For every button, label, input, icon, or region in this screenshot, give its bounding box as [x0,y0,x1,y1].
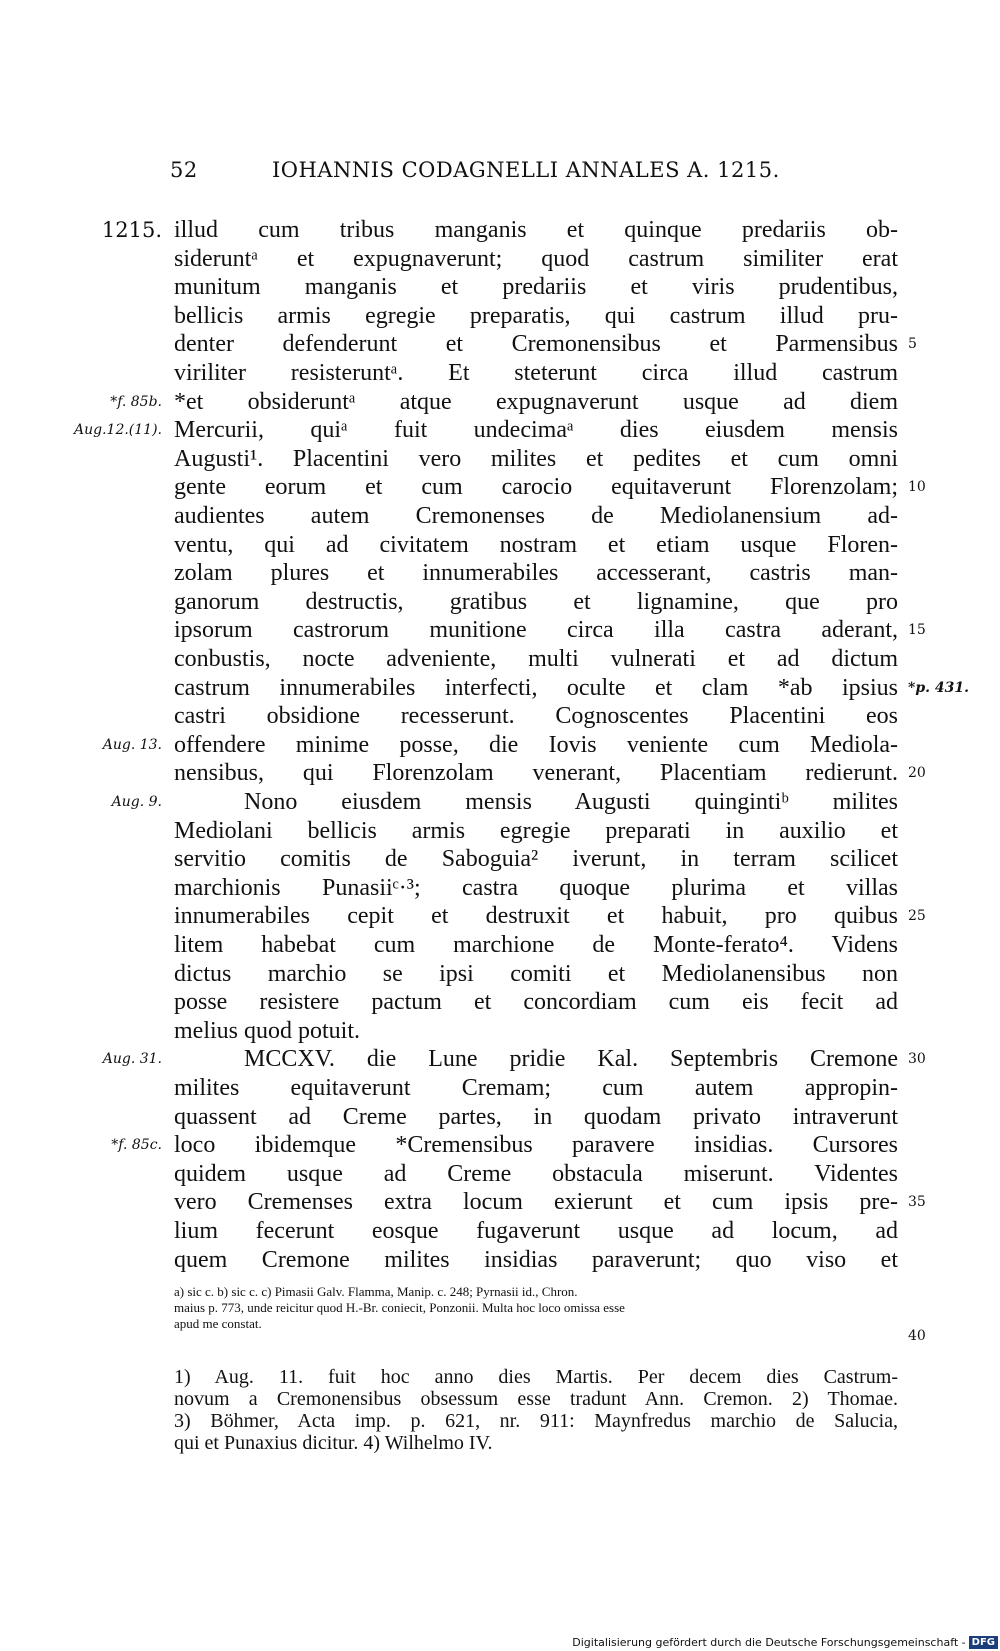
line-number: 40 [908,1328,926,1344]
text-line: innumerabiles cepit et destruxit et habuit, pro quibus [174,903,898,929]
margin-note: Aug. 31. [102,1051,162,1067]
apparatus-line: a) sic c. b) sic c. c) Pimasii Galv. Flamma, Manip. c. 248; Pyrnasii id., Chron. [174,1284,578,1299]
margin-note: *f. 85c. [111,1137,162,1153]
text-line: sideruntᵃ et expugnaverunt; quod castrum similiter erat [174,246,898,272]
margin-note: 1215. [101,218,162,242]
text-line: zolam plures et innumerabiles accesserant, castris man- [174,560,898,586]
text-line: dictus marchio se ipsi comiti et Mediolanensibus non [174,961,898,987]
footnotes [174,1366,898,1454]
text-line: melius quod potuit. [174,1018,360,1044]
line-number: 5 [908,336,917,352]
text-line: loco ibidemque *Cremensibus paravere insidias. Cursores [174,1132,898,1158]
text-line: conbustis, nocte adveniente, multi vulnerati et ad dictum [174,646,898,672]
text-line: lium fecerunt eosque fugaverunt usque ad locum, ad [174,1218,898,1244]
digitization-credit [572,1636,998,1649]
text-line: quassent ad Creme partes, in quodam privato intraverunt [174,1104,898,1130]
line-number: 35 [908,1194,926,1210]
margin-note: Aug. 13. [102,737,162,753]
text-line: viriliter resisteruntᵃ. Et steterunt circa illud castrum [174,360,898,386]
footnote-line: novum a Cremonensibus obsessum esse tradunt Ann. Cremon. 2) Thomae. [174,1388,898,1410]
line-number: 20 [908,765,926,781]
text-line: gente eorum et cum carocio equitaverunt Florenzolam; [174,474,898,500]
text-line: castri obsidione recesserunt. Cognoscentes Placentini eos [174,703,898,729]
text-line: Mediolani bellicis armis egregie preparati in auxilio et [174,818,898,844]
text-line: Nono eiusdem mensis Augusti quingintiᵇ milites [244,789,898,815]
text-line: *et obsideruntᵃ atque expugnaverunt usque ad diem [174,389,898,415]
line-number: *p. 431. [908,680,969,696]
apparatus-line: maius p. 773, unde reicitur quod H.-Br. coniecit, Ponzonii. Multa hoc loco omissa esse [174,1300,625,1315]
text-line: posse resistere pactum et concordiam cum eis fecit ad [174,989,898,1015]
page-number: 52 [170,158,198,182]
margin-note: *f. 85b. [110,394,162,410]
dfg-logo: DFG [969,1636,998,1649]
apparatus-line: apud me constat. [174,1316,262,1331]
line-number: 15 [908,622,926,638]
text-line: vero Cremenses extra locum exierunt et cum ipsis pre- [174,1189,898,1215]
footnote-line: 1) Aug. 11. fuit hoc anno dies Martis. Per decem dies Castrum- [174,1366,898,1388]
text-line: munitum manganis et predariis et viris prudentibus, [174,274,898,300]
text-line: illud cum tribus manganis et quinque predariis ob- [174,217,898,243]
text-line: ventu, qui ad civitatem nostram et etiam usque Floren- [174,532,898,558]
text-line: audientes autem Cremonenses de Mediolanensium ad- [174,503,898,529]
text-line: bellicis armis egregie preparatis, qui castrum illud pru- [174,303,898,329]
text-line: servitio comitis de Saboguia² iverunt, in terram scilicet [174,846,898,872]
text-line: castrum innumerabiles interfecti, oculte et clam *ab ipsius [174,675,898,701]
text-line: litem habebat cum marchione de Monte-ferato⁴. Videns [174,932,898,958]
credit-text: Digitalisierung gefördert durch die Deutsche Forschungsgemeinschaft - [572,1636,966,1649]
footnote-line: 3) Böhmer, Acta imp. p. 621, nr. 911: Maynfredus marchio de Salucia, [174,1410,898,1432]
critical-apparatus [174,1284,898,1332]
text-line: marchionis Punasiiᶜ·³; castra quoque plurima et villas [174,875,898,901]
text-line: Augusti¹. Placentini vero milites et pedites et cum omni [174,446,898,472]
text-line: ipsorum castrorum munitione circa illa castra aderant, [174,617,898,643]
margin-note: Aug. 9. [111,794,162,810]
text-line: nensibus, qui Florenzolam venerant, Placentiam redierunt. [174,760,898,786]
line-number: 25 [908,908,926,924]
margin-note: Aug.12.(11). [74,422,162,438]
text-line: quidem usque ad Creme obstacula miserunt. Videntes [174,1161,898,1187]
line-number: 30 [908,1051,926,1067]
text-line: quem Cremone milites insidias paraverunt; quo viso et [174,1247,898,1273]
footnote-line: qui et Punaxius dicitur. 4) Wilhelmo IV. [174,1432,493,1454]
text-line: MCCXV. die Lune pridie Kal. Septembris Cremone [244,1046,898,1072]
text-line: Mercurii, quiᵃ fuit undecimaᵃ dies eiusdem mensis [174,417,898,443]
text-line: ganorum destructis, gratibus et lignamine, que pro [174,589,898,615]
line-number: 10 [908,479,926,495]
text-line: offendere minime posse, die Iovis veniente cum Mediola- [174,732,898,758]
text-line: denter defenderunt et Cremonensibus et Parmensibus [174,331,898,357]
running-title: IOHANNIS CODAGNELLI ANNALES A. 1215. [272,158,780,182]
text-line: milites equitaverunt Cremam; cum autem appropin- [174,1075,898,1101]
